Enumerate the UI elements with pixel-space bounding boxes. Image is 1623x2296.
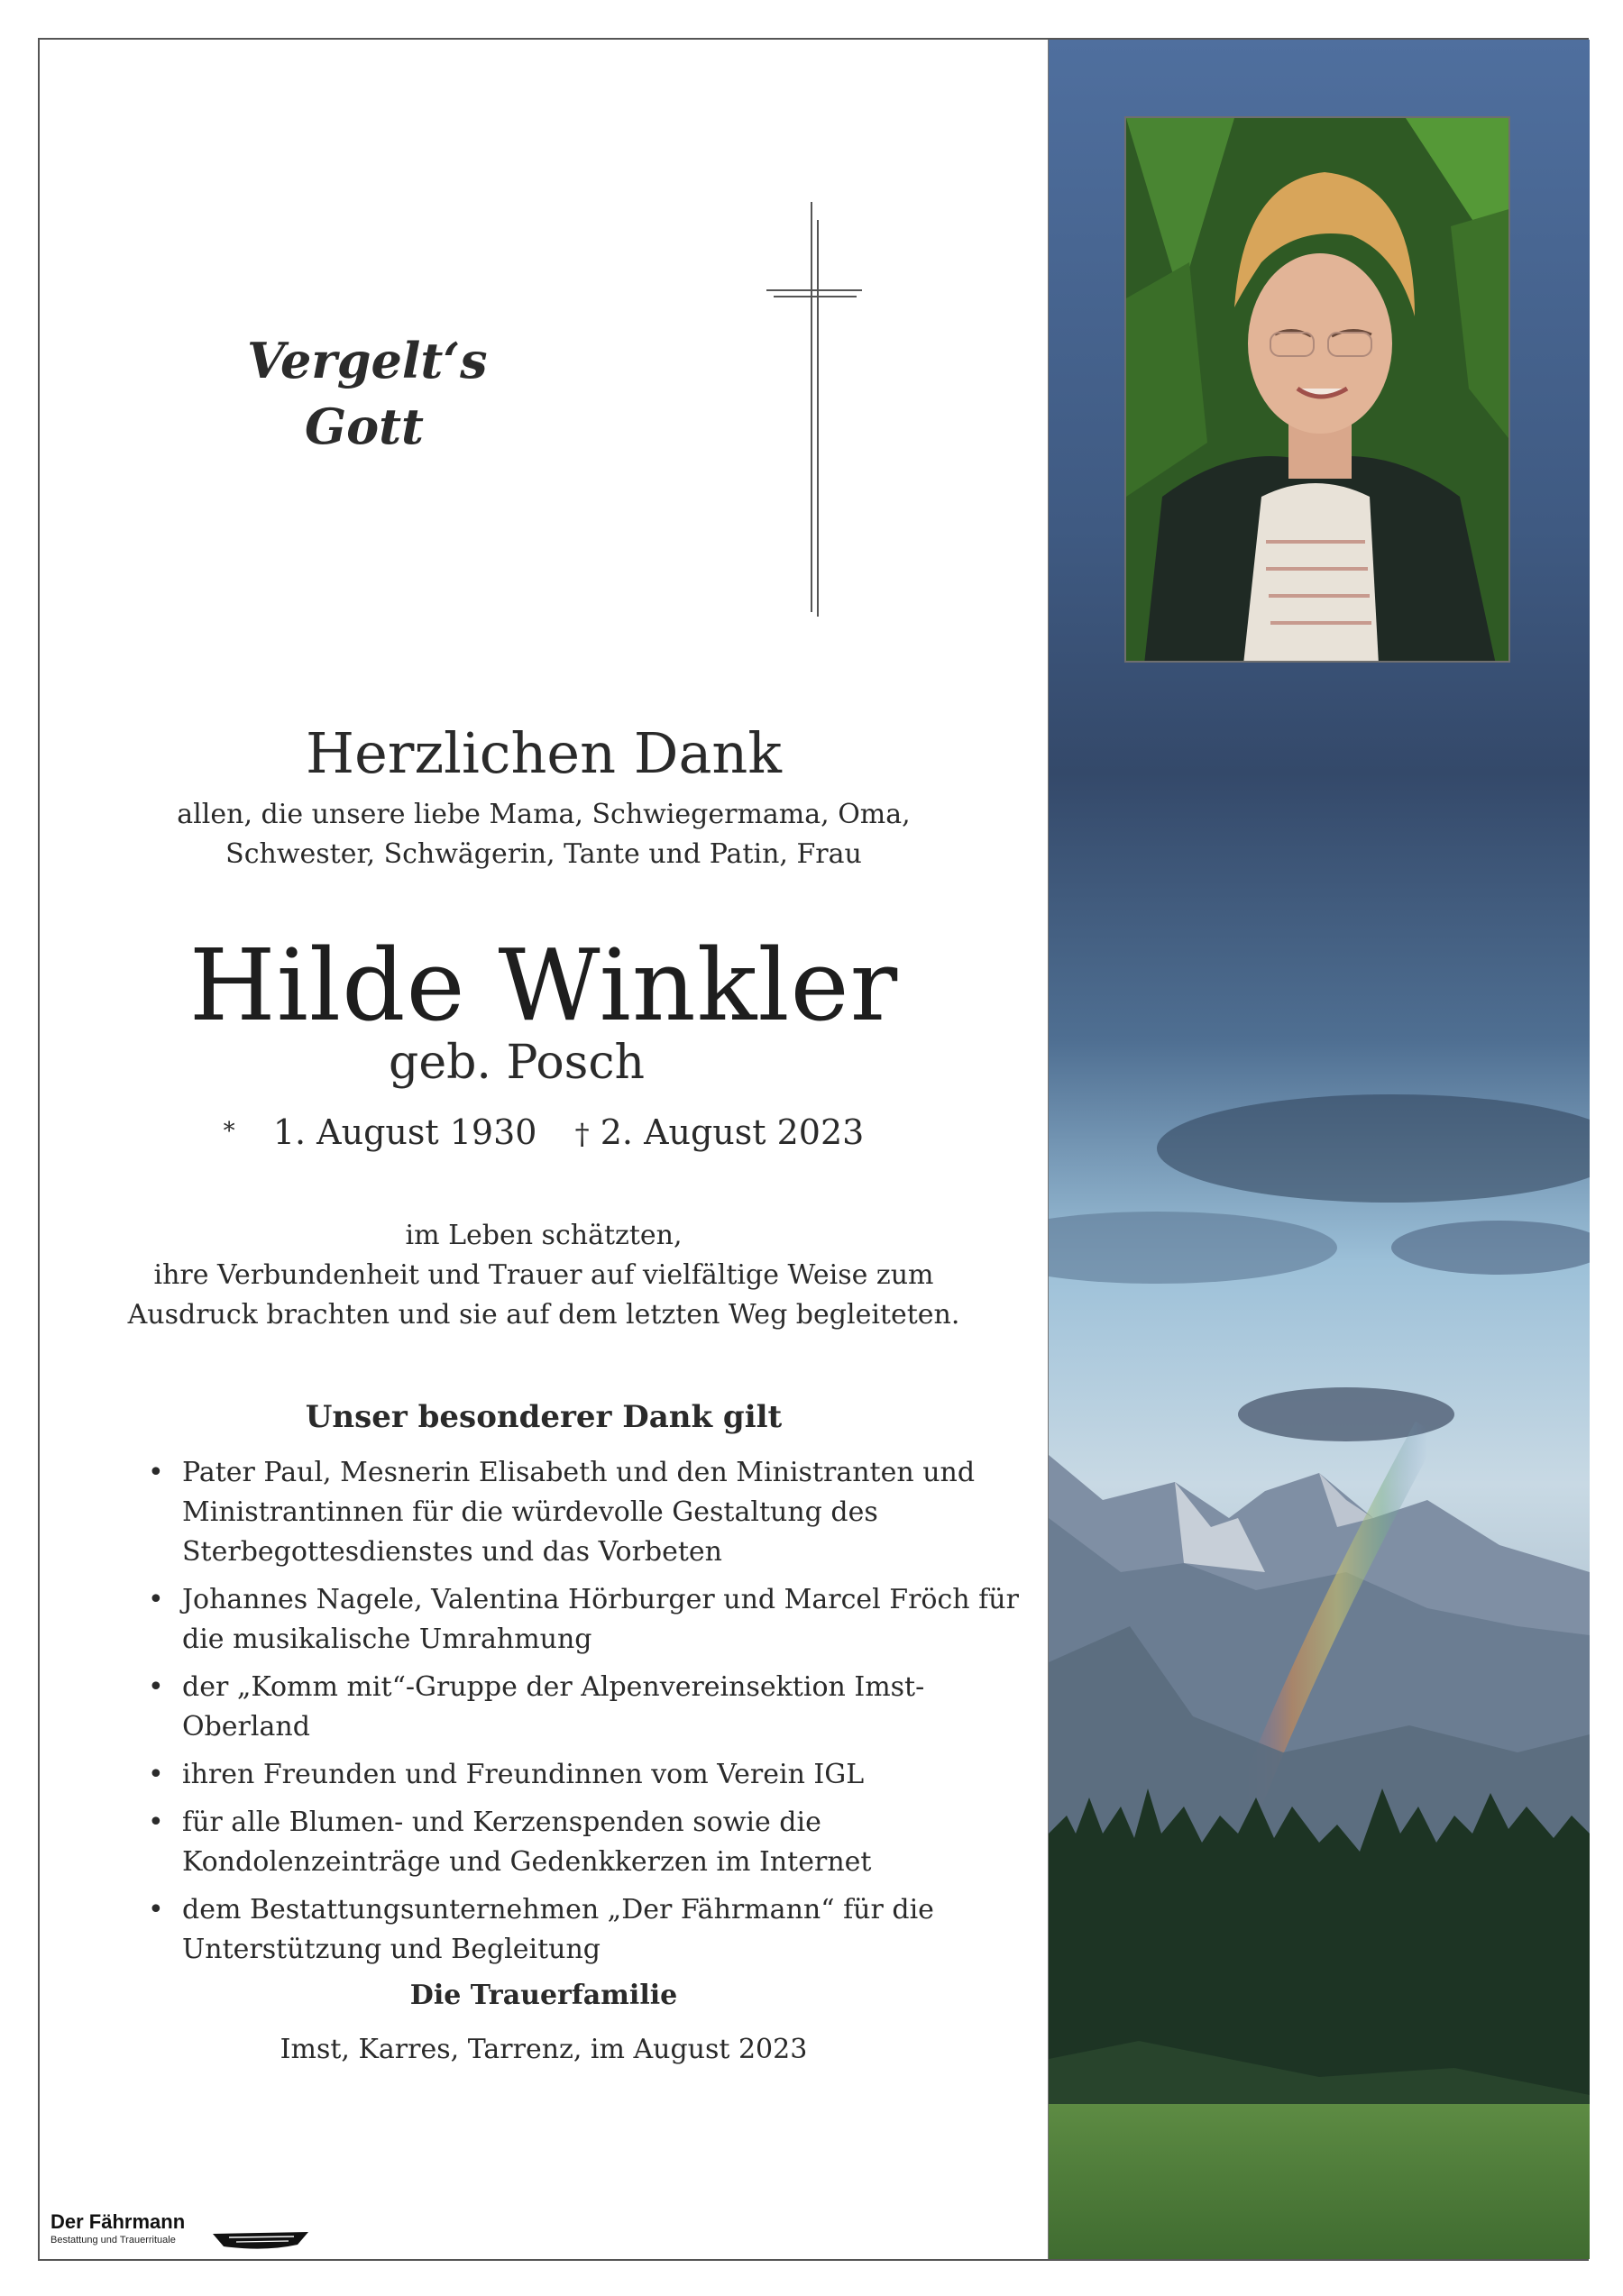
birth-star-icon: * — [223, 1118, 235, 1145]
body-text — [40, 1216, 1048, 1335]
boat-icon — [211, 2227, 310, 2254]
logo-title: Der Fährmann — [50, 2210, 186, 2233]
list-item — [121, 1668, 1032, 1747]
death-cross-icon: † — [574, 1117, 590, 1151]
list-item-text: Johannes Nagele, Valentina Hörburger und Marcel Fröch für die musikalische Umrahmung — [182, 1584, 1019, 1655]
body-line-1: im Leben schätzten, — [405, 1220, 683, 1251]
body-line-3: Ausdruck brachten und sie auf dem letzten Weg begleiteten. — [127, 1299, 960, 1331]
place-date: Imst, Karres, Tarrenz, im August 2023 — [280, 2034, 808, 2065]
list-item — [121, 1755, 1032, 1795]
bullet-icon: • — [148, 1807, 164, 1838]
obituary-card — [38, 38, 1589, 2261]
list-item — [121, 1803, 1032, 1882]
birth-date: 1. August 1930 — [272, 1112, 537, 1152]
list-item-text: für alle Blumen- und Kerzenspenden sowie die Kondolenzeinträge und Gedenkkerzen im Internet — [182, 1807, 872, 1878]
intro-text — [40, 795, 1048, 874]
intro-line-2: Schwester, Schwägerin, Tante und Patin, Frau — [225, 838, 862, 870]
bullet-icon: • — [148, 1671, 164, 1703]
bullet-icon: • — [148, 1894, 164, 1926]
thanks-title: Herzlichen Dank — [306, 720, 782, 786]
list-item-text: dem Bestattungsunternehmen „Der Fährmann“ für die Unterstützung und Begleitung — [182, 1894, 934, 1965]
landscape-panel — [1048, 40, 1590, 2259]
bullet-icon: • — [148, 1457, 164, 1488]
list-item-text: Pater Paul, Mesnerin Elisabeth und den Ministranten und Ministrantinnen für die würdevolle Gestaltung des Sterbegottesdienstes und das Vorbeten — [182, 1457, 976, 1568]
special-thanks-heading: Unser besonderer Dank gilt — [305, 1399, 783, 1435]
bullet-icon: • — [148, 1584, 164, 1615]
list-item-text: ihren Freunden und Freundinnen vom Verein IGL — [182, 1759, 865, 1790]
body-line-2: ihre Verbundenheit und Trauer auf vielfältige Weise zum — [153, 1259, 934, 1291]
deceased-name: Hilde Winkler — [188, 928, 899, 1043]
life-dates — [40, 1112, 1048, 1152]
portrait-photo — [1124, 116, 1510, 663]
cross-icon — [766, 202, 866, 617]
portrait-image — [1126, 118, 1510, 663]
vergelt-gott-heading — [247, 328, 488, 460]
vergelt-line-2: Gott — [304, 397, 425, 455]
logo-subtitle: Bestattung und Trauerrituale — [50, 2235, 176, 2246]
maiden-name: geb. Posch — [389, 1036, 645, 1090]
vergelt-line-1: Vergelt‘s — [247, 332, 488, 389]
death-date: 2. August 2023 — [600, 1112, 865, 1152]
list-item — [121, 1890, 1032, 1970]
funeral-home-logo — [50, 2210, 185, 2246]
list-item — [121, 1453, 1032, 1572]
family-signature: Die Trauerfamilie — [409, 1980, 678, 2011]
list-item-text: der „Komm mit“-Gruppe der Alpenvereinsektion Imst-Oberland — [182, 1671, 925, 1743]
text-panel — [40, 40, 1048, 2259]
intro-line-1: allen, die unsere liebe Mama, Schwiegermama, Oma, — [177, 799, 911, 830]
list-item — [121, 1580, 1032, 1660]
thanks-list — [121, 1453, 1032, 1978]
bullet-icon: • — [148, 1759, 164, 1790]
